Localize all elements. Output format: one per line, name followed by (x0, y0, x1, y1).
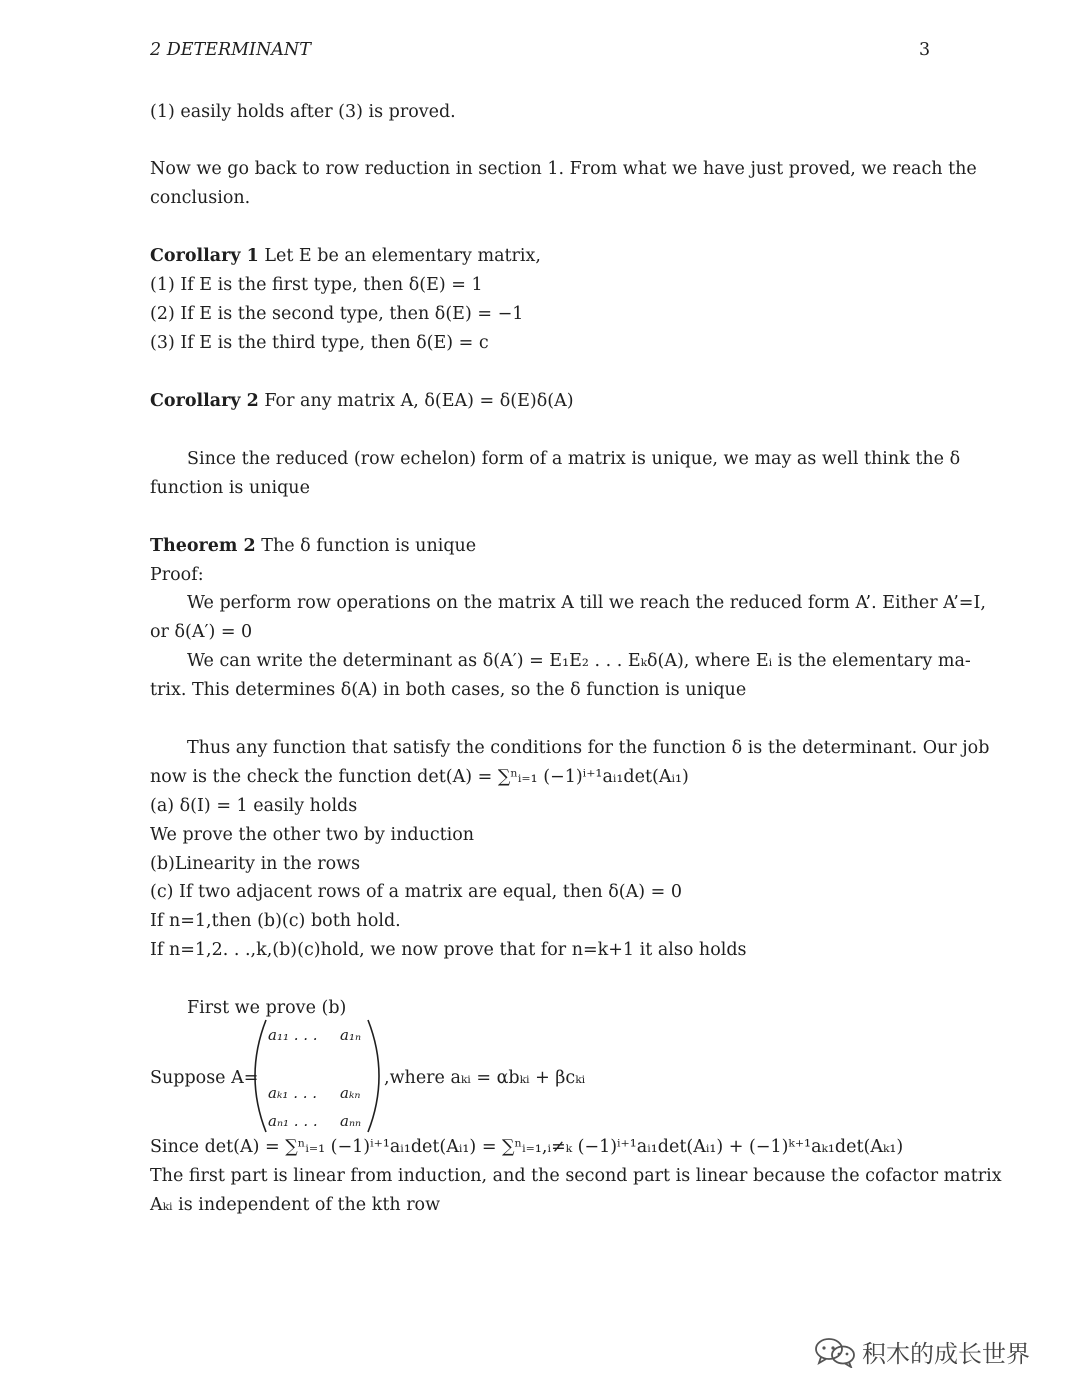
theorem-2-text: The δ function is unique (255, 536, 477, 556)
text-line: conclusion. (150, 188, 251, 208)
text-line: (a) δ(I) = 1 easily holds (150, 796, 358, 816)
wechat-icon (814, 1336, 856, 1368)
corollary-2-text: For any matrix A, δ(EA) = δ(E)δ(A) (258, 391, 574, 411)
text-line: We prove the other two by induction (150, 825, 475, 845)
corollary-1 (150, 244, 541, 268)
matrix-cell: a₁₁ . . . (268, 1026, 318, 1044)
suppose-condition: ,where aₖᵢ = αbₖᵢ + βcₖᵢ (384, 1068, 586, 1088)
corollary-1-label: Corollary 1 (150, 246, 259, 266)
text-line: Since the reduced (row echelon) form of a matrix is unique, we may as well think the δ (187, 449, 961, 469)
text-line: (b)Linearity in the rows (150, 854, 361, 874)
text-line: (c) If two adjacent rows of a matrix are equal, then δ(A) = 0 (150, 882, 682, 902)
corollary-2 (150, 389, 574, 413)
text-line: Since det(A) = ∑ⁿᵢ₌₁ (−1)ⁱ⁺¹aᵢ₁det(Aᵢ₁) = ∑ⁿᵢ₌₁,ᵢ≠ₖ (−1)ⁱ⁺¹aᵢ₁det(Aᵢ₁) + (−1)ᵏ⁺¹aₖ₁det(Aₖ₁) (150, 1137, 904, 1157)
matrix-cell: aₙₙ (340, 1112, 362, 1130)
text-line: function is unique (150, 478, 310, 498)
theorem-2-label: Theorem 2 (150, 536, 256, 556)
text-line: If n=1,then (b)(c) both hold. (150, 911, 401, 931)
text-line: First we prove (b) (187, 998, 347, 1018)
text-line: or δ(A′) = 0 (150, 622, 253, 642)
text-line: The first part is linear from induction, and the second part is linear because the cofactor matrix (150, 1166, 1002, 1186)
corollary-2-label: Corollary 2 (150, 391, 259, 411)
right-paren (366, 1018, 380, 1134)
text-line: We perform row operations on the matrix A till we reach the reduced form A’. Either A’=I, (187, 593, 986, 613)
text-line: (2) If E is the second type, then δ(E) = −1 (150, 304, 524, 324)
text-line: Thus any function that satisfy the conditions for the function δ is the determinant. Our job (187, 738, 990, 758)
text-line: We can write the determinant as δ(A′) = E₁E₂ . . . Eₖδ(A), where Eᵢ is the elementary ma- (187, 651, 971, 671)
watermark-text: 积木的成长世界 (862, 1340, 1030, 1368)
left-paren (254, 1018, 268, 1134)
text-line: trix. This determines δ(A) in both cases, so the δ function is unique (150, 680, 747, 700)
text-line: now is the check the function det(A) = ∑ⁿᵢ₌₁ (−1)ⁱ⁺¹aᵢ₁det(Aᵢ₁) (150, 767, 689, 787)
matrix-A (254, 1018, 380, 1134)
text-line: (3) If E is the third type, then δ(E) = c (150, 333, 489, 353)
page-number: 3 (919, 40, 931, 60)
suppose-label: Suppose A= (150, 1068, 259, 1088)
running-header: 2 DETERMINANT (150, 40, 311, 60)
matrix-cell: aₙ₁ . . . (268, 1112, 318, 1130)
matrix-cell: a₁ₙ (340, 1026, 362, 1044)
matrix-cell: aₖ₁ . . . (268, 1084, 318, 1102)
corollary-1-text: Let E be an elementary matrix, (258, 246, 541, 266)
text-line: If n=1,2. . .,k,(b)(c)hold, we now prove that for n=k+1 it also holds (150, 940, 747, 960)
text-line: Now we go back to row reduction in section 1. From what we have just proved, we reach the (150, 159, 977, 179)
matrix-cell: aₖₙ (340, 1084, 361, 1102)
text-line: Aₖᵢ is independent of the kth row (150, 1195, 441, 1215)
watermark (814, 1334, 1030, 1369)
text-line: (1) easily holds after (3) is proved. (150, 102, 456, 122)
theorem-2 (150, 534, 476, 558)
text-line: Proof: (150, 565, 204, 585)
text-line: (1) If E is the first type, then δ(E) = 1 (150, 275, 483, 295)
